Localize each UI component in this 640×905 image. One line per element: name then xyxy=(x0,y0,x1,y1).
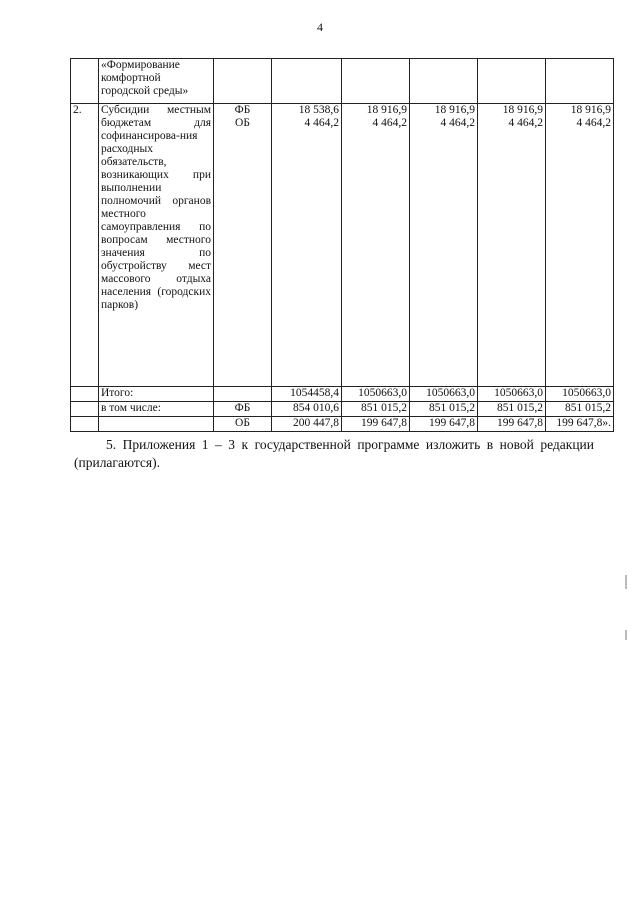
scan-artifact xyxy=(625,630,627,640)
value-ob: 4 464,2 xyxy=(576,117,611,129)
total-label: Итого: xyxy=(99,387,214,402)
total-value: 1050663,0 xyxy=(546,387,614,402)
value-ob: 199 647,8 xyxy=(478,417,546,432)
total-value: 1050663,0 xyxy=(342,387,410,402)
value-fb: 851 015,2 xyxy=(478,402,546,417)
value-fb: 851 015,2 xyxy=(410,402,478,417)
value-ob: 199 647,8 xyxy=(410,417,478,432)
value-fb: 851 015,2 xyxy=(342,402,410,417)
value-fb: 18 916,9 xyxy=(502,104,543,116)
source-ob: ОБ xyxy=(214,417,272,432)
including-label: в том числе: xyxy=(99,402,214,417)
value-fb: 854 010,6 xyxy=(272,402,342,417)
table-row-total xyxy=(71,387,614,402)
value-ob: 4 464,2 xyxy=(440,117,475,129)
source-cell xyxy=(214,104,272,387)
total-value: 1050663,0 xyxy=(410,387,478,402)
table-row-heading xyxy=(71,59,614,104)
value-fb: 18 916,9 xyxy=(366,104,407,116)
table-row-including-ob xyxy=(71,417,614,432)
row-description: Субсидии местным бюджетам для софинансирова-ния расходных обязательств, возникающих при выполнении полномочий органов местного самоуправления по вопросам местного значения по обустройству мест массового отдыха населения (городских парков) xyxy=(99,104,214,387)
value-fb: 851 015,2 xyxy=(546,402,614,417)
value-ob: 4 464,2 xyxy=(304,117,339,129)
value-fb: 18 916,9 xyxy=(434,104,475,116)
page-number: 4 xyxy=(317,20,323,34)
table-row-including-fb xyxy=(71,402,614,417)
row-description: «Формирование комфортной городской среды» xyxy=(99,59,214,104)
total-value: 1050663,0 xyxy=(478,387,546,402)
source-fb: ФБ xyxy=(214,402,272,417)
scan-artifact xyxy=(625,575,627,589)
total-value: 1054458,4 xyxy=(272,387,342,402)
value-ob: 4 464,2 xyxy=(508,117,543,129)
row-number: 2. xyxy=(71,104,99,387)
value-ob: 199 647,8 xyxy=(342,417,410,432)
source-ob: ОБ xyxy=(235,117,250,129)
value-fb: 18 538,6 xyxy=(298,104,339,116)
budget-table xyxy=(70,58,614,432)
value-ob: 4 464,2 xyxy=(372,117,407,129)
source-fb: ФБ xyxy=(234,104,251,116)
value-fb: 18 916,9 xyxy=(570,104,611,116)
table-row-subsidy xyxy=(71,104,614,387)
value-ob: 199 647,8». xyxy=(546,417,614,432)
value-ob: 200 447,8 xyxy=(272,417,342,432)
amendment-paragraph: 5. Приложения 1 – 3 к государственной программе изложить в новой редакции (прилагаются). xyxy=(74,437,594,470)
